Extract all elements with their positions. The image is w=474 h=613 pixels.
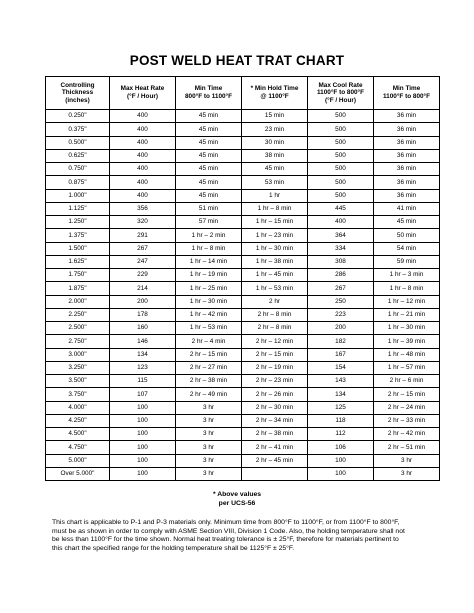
table-cell: 2 hr – 27 min bbox=[176, 361, 242, 374]
table-cell: 223 bbox=[308, 308, 374, 321]
column-header-line: Thickness bbox=[61, 89, 94, 97]
table-cell: 3.750" bbox=[46, 388, 110, 401]
table-cell: 267 bbox=[308, 282, 374, 295]
column-header bbox=[374, 77, 440, 110]
table-cell: 100 bbox=[110, 454, 176, 467]
table-cell: 1 hr – 48 min bbox=[374, 348, 440, 361]
table-cell: 1 hr – 30 min bbox=[176, 295, 242, 308]
table-cell: 3 hr bbox=[374, 467, 440, 480]
column-header-line: 800°F to 1100°F bbox=[184, 93, 233, 100]
table-cell: 45 min bbox=[176, 123, 242, 136]
table-cell: 2 hr – 19 min bbox=[242, 361, 308, 374]
table-cell: 134 bbox=[110, 348, 176, 361]
table-cell: 364 bbox=[308, 229, 374, 242]
table-cell: 2 hr – 26 min bbox=[242, 388, 308, 401]
column-header-line: Max Cool Rate bbox=[318, 81, 363, 89]
table-row bbox=[46, 110, 440, 123]
table-row bbox=[46, 176, 440, 189]
table-cell: 3 hr bbox=[176, 401, 242, 414]
table-cell: 400 bbox=[110, 123, 176, 136]
table-cell: 1 hr – 8 min bbox=[374, 282, 440, 295]
table-cell: 4.500" bbox=[46, 428, 110, 441]
table-cell: 36 min bbox=[374, 110, 440, 123]
table-cell: 23 min bbox=[242, 123, 308, 136]
table-cell: 1 hr – 19 min bbox=[176, 269, 242, 282]
table-cell: 4.000" bbox=[46, 401, 110, 414]
column-header bbox=[242, 77, 308, 110]
table-cell: 125 bbox=[308, 401, 374, 414]
table-cell: 178 bbox=[110, 308, 176, 321]
table-cell: 2 hr – 38 min bbox=[242, 428, 308, 441]
table-row bbox=[46, 348, 440, 361]
table-cell: 2 hr – 41 min bbox=[242, 441, 308, 454]
table-cell: 1 hr – 15 min bbox=[242, 216, 308, 229]
table-row bbox=[46, 361, 440, 374]
table-row bbox=[46, 322, 440, 335]
table-cell: 53 min bbox=[242, 176, 308, 189]
table-row bbox=[46, 149, 440, 162]
footnote-line: * Above values bbox=[212, 491, 262, 498]
table-cell: 5.000" bbox=[46, 454, 110, 467]
table-cell: 3 hr bbox=[176, 441, 242, 454]
table-cell: 2 hr – 12 min bbox=[242, 335, 308, 348]
table-cell: 41 min bbox=[374, 202, 440, 215]
table-row bbox=[46, 189, 440, 202]
table-cell: 143 bbox=[308, 375, 374, 388]
table-cell: 2 hr – 34 min bbox=[242, 414, 308, 427]
table-cell: 1.000" bbox=[46, 189, 110, 202]
table-row bbox=[46, 202, 440, 215]
table-cell: 2 hr – 6 min bbox=[374, 375, 440, 388]
table-cell: 57 min bbox=[176, 216, 242, 229]
table-cell: 30 min bbox=[242, 136, 308, 149]
column-header-line: 1100°F to 800°F bbox=[382, 93, 431, 100]
table-cell: 2.250" bbox=[46, 308, 110, 321]
table-cell: 2 hr – 8 min bbox=[242, 308, 308, 321]
table-cell: 500 bbox=[308, 123, 374, 136]
table-cell: 0.875" bbox=[46, 176, 110, 189]
table-cell: 2 hr – 51 min bbox=[374, 441, 440, 454]
table-cell: 2 hr – 24 min bbox=[374, 401, 440, 414]
table-cell: 2.000" bbox=[46, 295, 110, 308]
table-cell: 2 hr – 15 min bbox=[176, 348, 242, 361]
table-cell: 2 hr – 23 min bbox=[242, 375, 308, 388]
table-cell: 1 hr – 21 min bbox=[374, 308, 440, 321]
table-cell: 2 hr – 8 min bbox=[242, 322, 308, 335]
column-header-line: Max Heat Rate bbox=[120, 85, 165, 93]
table-cell: 1 hr – 53 min bbox=[242, 282, 308, 295]
table-cell: 320 bbox=[110, 216, 176, 229]
table-cell: 106 bbox=[308, 441, 374, 454]
table-cell: 1.750" bbox=[46, 269, 110, 282]
table-cell: 2 hr – 30 min bbox=[242, 401, 308, 414]
table-cell: 146 bbox=[110, 335, 176, 348]
table-cell: 1.375" bbox=[46, 229, 110, 242]
table-cell: 0.750" bbox=[46, 163, 110, 176]
table-cell: 1 hr – 3 min bbox=[374, 269, 440, 282]
table-cell: 112 bbox=[308, 428, 374, 441]
table-cell: 356 bbox=[110, 202, 176, 215]
table-cell: 118 bbox=[308, 414, 374, 427]
table-cell: 445 bbox=[308, 202, 374, 215]
table-cell: 45 min bbox=[176, 136, 242, 149]
table-row bbox=[46, 242, 440, 255]
table-cell: 2 hr – 15 min bbox=[374, 388, 440, 401]
table-cell: 1.250" bbox=[46, 216, 110, 229]
footnote bbox=[0, 491, 474, 508]
table-cell: 1.500" bbox=[46, 242, 110, 255]
table-cell: 1 hr – 8 min bbox=[242, 202, 308, 215]
table-row bbox=[46, 428, 440, 441]
table-cell: 1 hr – 38 min bbox=[242, 255, 308, 268]
table-cell: 0.250" bbox=[46, 110, 110, 123]
table-cell: 0.500" bbox=[46, 136, 110, 149]
table-cell: 291 bbox=[110, 229, 176, 242]
table-cell: 100 bbox=[110, 414, 176, 427]
table-cell: 400 bbox=[308, 216, 374, 229]
table-cell: 2.750" bbox=[46, 335, 110, 348]
table-cell: 123 bbox=[110, 361, 176, 374]
table-cell: 1 hr – 30 min bbox=[242, 242, 308, 255]
column-header-line: * Min Hold Time bbox=[250, 85, 299, 93]
table-cell: 50 min bbox=[374, 229, 440, 242]
table-row bbox=[46, 375, 440, 388]
table-cell: 36 min bbox=[374, 189, 440, 202]
table-cell: 0.625" bbox=[46, 149, 110, 162]
table-cell: 2.500" bbox=[46, 322, 110, 335]
column-header-line: (inches) bbox=[65, 96, 90, 104]
table-cell: Over 5.000" bbox=[46, 467, 110, 480]
table-cell: 267 bbox=[110, 242, 176, 255]
table-cell: 45 min bbox=[176, 163, 242, 176]
table-cell: 100 bbox=[110, 401, 176, 414]
page-title: POST WELD HEAT TRAT CHART bbox=[129, 53, 345, 68]
table-row bbox=[46, 401, 440, 414]
table-cell: 500 bbox=[308, 189, 374, 202]
table-cell: 500 bbox=[308, 149, 374, 162]
table-cell: 45 min bbox=[176, 110, 242, 123]
table-cell: 400 bbox=[110, 110, 176, 123]
table-row bbox=[46, 282, 440, 295]
table-cell: 2 hr – 38 min bbox=[176, 375, 242, 388]
table-cell: 51 min bbox=[176, 202, 242, 215]
table-cell: 36 min bbox=[374, 136, 440, 149]
column-header bbox=[176, 77, 242, 110]
table-cell: 400 bbox=[110, 136, 176, 149]
table-cell: 154 bbox=[308, 361, 374, 374]
column-header-line: 1100°F to 800°F bbox=[316, 89, 365, 97]
note-line: must be as shown in order to comply with ASME Section VIII, Division 1 Code. Also, the holding temperature shall not bbox=[52, 527, 405, 535]
column-header-line: Min Time bbox=[392, 85, 421, 93]
table-cell: 45 min bbox=[176, 189, 242, 202]
table-cell: 308 bbox=[308, 255, 374, 268]
table-row bbox=[46, 414, 440, 427]
table-cell: 500 bbox=[308, 163, 374, 176]
table-cell: 100 bbox=[110, 441, 176, 454]
column-header bbox=[110, 77, 176, 110]
table-cell: 100 bbox=[308, 454, 374, 467]
table-body bbox=[46, 110, 440, 481]
table-cell: 1 hr – 30 min bbox=[374, 322, 440, 335]
table-cell: 200 bbox=[110, 295, 176, 308]
table-cell: 2 hr – 45 min bbox=[242, 454, 308, 467]
table-cell: 134 bbox=[308, 388, 374, 401]
column-header-line: Min Time bbox=[194, 85, 223, 93]
table-row bbox=[46, 295, 440, 308]
table-cell: 1.625" bbox=[46, 255, 110, 268]
table-cell: 3 hr bbox=[176, 454, 242, 467]
table-cell: 45 min bbox=[242, 163, 308, 176]
table-cell: 100 bbox=[110, 428, 176, 441]
table-cell: 286 bbox=[308, 269, 374, 282]
table-cell: 1 hr – 25 min bbox=[176, 282, 242, 295]
column-header-line: Controlling bbox=[60, 81, 95, 89]
footnote-line: per UCS-56 bbox=[218, 499, 256, 507]
table-cell: 500 bbox=[308, 136, 374, 149]
table-cell: 36 min bbox=[374, 163, 440, 176]
table-cell: 1 hr – 2 min bbox=[176, 229, 242, 242]
table-cell: 200 bbox=[308, 322, 374, 335]
header-row bbox=[46, 77, 440, 110]
table-cell: 3 hr bbox=[176, 467, 242, 480]
table-cell: 0.375" bbox=[46, 123, 110, 136]
table-cell: 1.875" bbox=[46, 282, 110, 295]
table-cell: 1 hr – 14 min bbox=[176, 255, 242, 268]
note-line: this chart the specified range for the holding temperature shall be 1125°F ± 25°F. bbox=[52, 544, 295, 552]
table-cell: 107 bbox=[110, 388, 176, 401]
table-cell: 2 hr – 33 min bbox=[374, 414, 440, 427]
table-cell: 247 bbox=[110, 255, 176, 268]
table-cell: 1 hr bbox=[242, 189, 308, 202]
table-cell: 36 min bbox=[374, 149, 440, 162]
table-cell: 36 min bbox=[374, 123, 440, 136]
table-cell: 500 bbox=[308, 176, 374, 189]
table-cell: 334 bbox=[308, 242, 374, 255]
table-row bbox=[46, 123, 440, 136]
table-cell: 100 bbox=[308, 467, 374, 480]
heat-treat-table bbox=[45, 76, 440, 481]
table-cell: 4.750" bbox=[46, 441, 110, 454]
column-header-line: @ 1100°F bbox=[260, 93, 289, 100]
note-line: be less than 1100°F for the time shown. Normal heat treating tolerance is ± 25°F, therefore for materials pertinent to bbox=[52, 536, 399, 544]
table-cell: 1 hr – 23 min bbox=[242, 229, 308, 242]
table-cell: 214 bbox=[110, 282, 176, 295]
table-cell: 36 min bbox=[374, 176, 440, 189]
table-cell: 15 min bbox=[242, 110, 308, 123]
table-cell: 38 min bbox=[242, 149, 308, 162]
table-cell: 1 hr – 12 min bbox=[374, 295, 440, 308]
column-header-line: (°F / Hour) bbox=[127, 93, 158, 100]
table-cell: 2 hr – 15 min bbox=[242, 348, 308, 361]
table-cell: 45 min bbox=[176, 176, 242, 189]
table-cell: 1 hr – 39 min bbox=[374, 335, 440, 348]
table-cell bbox=[242, 467, 308, 480]
table-cell: 229 bbox=[110, 269, 176, 282]
table-row bbox=[46, 441, 440, 454]
table-cell: 400 bbox=[110, 176, 176, 189]
table-cell: 2 hr – 4 min bbox=[176, 335, 242, 348]
table-cell: 1.125" bbox=[46, 202, 110, 215]
table-cell: 3.000" bbox=[46, 348, 110, 361]
column-header bbox=[46, 77, 110, 110]
column-header bbox=[308, 77, 374, 110]
applicability-note bbox=[52, 519, 432, 553]
table-cell: 3 hr bbox=[176, 428, 242, 441]
table-row bbox=[46, 335, 440, 348]
table-cell: 45 min bbox=[374, 216, 440, 229]
table-cell: 100 bbox=[110, 467, 176, 480]
table-cell: 400 bbox=[110, 149, 176, 162]
table-cell: 182 bbox=[308, 335, 374, 348]
table-cell: 2 hr – 42 min bbox=[374, 428, 440, 441]
table-cell: 45 min bbox=[176, 149, 242, 162]
table-cell: 3.500" bbox=[46, 375, 110, 388]
table-cell: 250 bbox=[308, 295, 374, 308]
table-row bbox=[46, 216, 440, 229]
table-cell: 1 hr – 53 min bbox=[176, 322, 242, 335]
table-cell: 1 hr – 45 min bbox=[242, 269, 308, 282]
table-row bbox=[46, 229, 440, 242]
table-row bbox=[46, 467, 440, 480]
table-row bbox=[46, 388, 440, 401]
table-cell: 167 bbox=[308, 348, 374, 361]
table-cell: 3.250" bbox=[46, 361, 110, 374]
column-header-line: (°F / Hour) bbox=[325, 96, 356, 104]
table-cell: 3 hr bbox=[176, 414, 242, 427]
table-row bbox=[46, 308, 440, 321]
table-cell: 1 hr – 42 min bbox=[176, 308, 242, 321]
table-cell: 1 hr – 8 min bbox=[176, 242, 242, 255]
note-line: This chart is applicable to P-1 and P-3 materials only. Minimum time from 800°F to 1100°F, or from 1100°F to 800°F, bbox=[52, 519, 400, 526]
table-cell: 400 bbox=[110, 189, 176, 202]
table-cell: 1 hr – 57 min bbox=[374, 361, 440, 374]
table-cell: 2 hr – 49 min bbox=[176, 388, 242, 401]
table-row bbox=[46, 163, 440, 176]
table-cell: 500 bbox=[308, 110, 374, 123]
table-header bbox=[46, 77, 440, 110]
table-cell: 3 hr bbox=[374, 454, 440, 467]
table-cell: 160 bbox=[110, 322, 176, 335]
table-cell: 4.250" bbox=[46, 414, 110, 427]
table-cell: 400 bbox=[110, 163, 176, 176]
table-cell: 115 bbox=[110, 375, 176, 388]
table-row bbox=[46, 269, 440, 282]
table-cell: 54 min bbox=[374, 242, 440, 255]
table-row bbox=[46, 454, 440, 467]
table-cell: 59 min bbox=[374, 255, 440, 268]
table-row bbox=[46, 255, 440, 268]
table-cell: 2 hr bbox=[242, 295, 308, 308]
table-row bbox=[46, 136, 440, 149]
